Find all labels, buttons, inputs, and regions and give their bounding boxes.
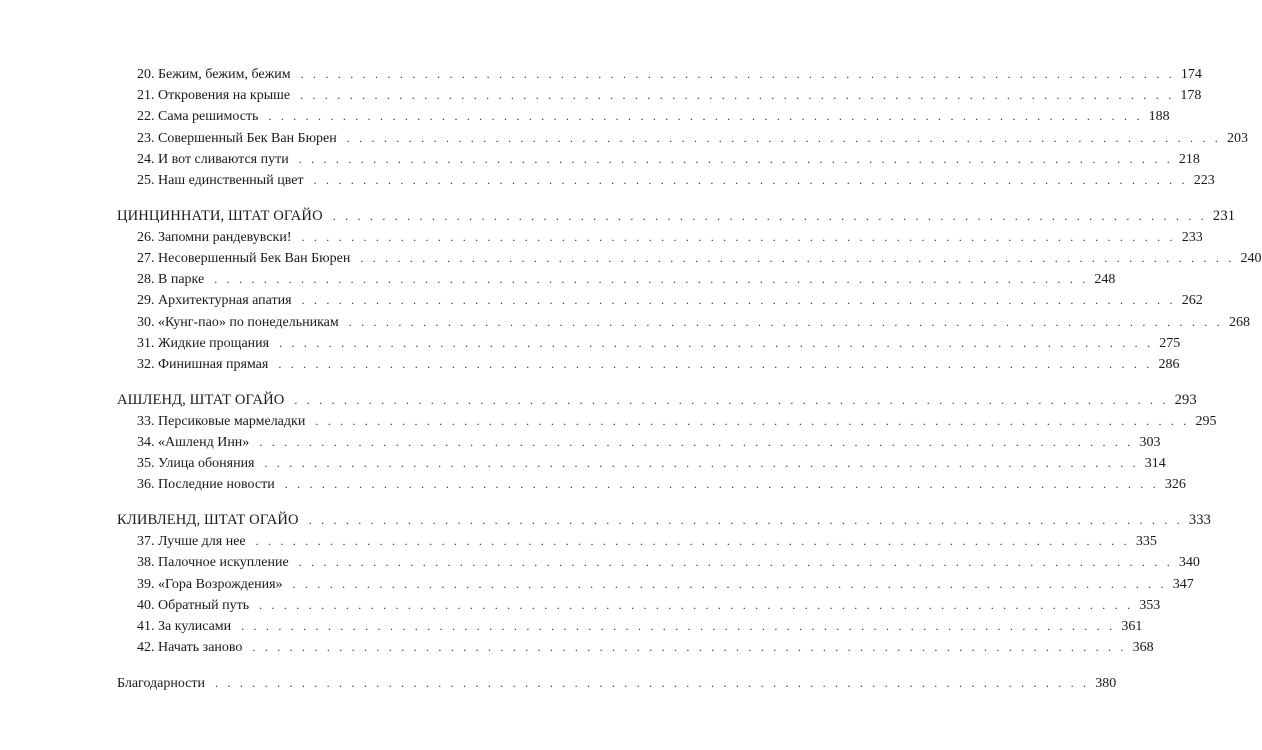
dot-leader: . . . . . . . . . . . . . . . . . . . . . . . . . . . . . . . . . . . . . . . . . . . . . . . . . . . . . . . . . . . . . . . . . . . . . . . [313,172,1188,187]
page-number: 353 [1139,597,1161,613]
dot-leader: . . . . . . . . . . . . . . . . . . . . . . . . . . . . . . . . . . . . . . . . . . . . . . . . . . . . . . . . . . . . . . . . . . . . . . . [259,435,1134,449]
toc-entry [117,333,1181,354]
page-number: 380 [1095,675,1117,691]
toc-entry [117,354,1180,375]
page-number: 233 [1181,229,1203,245]
chapter-title: 41. За кулисами [137,619,232,634]
section-title: Благодарности [117,675,206,691]
chapter-title: 22. Сама решимость [137,109,259,125]
toc-section-2 [117,390,1197,411]
page-number: 314 [1144,456,1166,472]
page-number: 340 [1178,555,1200,571]
group-spacer [117,375,486,390]
toc-entry [117,170,1215,191]
chapter-title: 21. Откровения на крыше [137,88,291,104]
dot-leader: . . . . . . . . . . . . . . . . . . . . . . . . . . . . . . . . . . . . . . . . . . . . . . . . . . . . . . . . . . . . . . . . . . . . . . . [252,640,1127,655]
toc-entry [117,432,1161,453]
dot-leader: . . . . . . . . . . . . . . . . . . . . . . . . . . . . . . . . . . . . . . . . . . . . . . . . . . . . . . . . . . . . . . . . . . . . . . . [241,619,1116,633]
dot-leader: . . . . . . . . . . . . . . . . . . . . . . . . . . . . . . . . . . . . . . . . . . . . . . . . . . . . . . . . . . . . . . . . . . . . . . . [284,477,1159,492]
chapter-title: 34. «Ашленд Инн» [137,435,250,450]
toc-entry [117,64,1202,85]
dot-leader: . . . . . . . . . . . . . . . . . . . . . . . . . . . . . . . . . . . . . . . . . . . . . . . . . . . . . . . . . . . . . . . . . . . . . . . [308,513,1183,528]
chapter-title: 31. Жидкие прощания [137,335,270,351]
dot-leader: . . . . . . . . . . . . . . . . . . . . . . . . . . . . . . . . . . . . . . . . . . . . . . . . . . . . . . . . . . . . . . . . . . . . . . . [259,597,1134,612]
page-number: 188 [1148,109,1170,125]
dot-leader: . . . . . . . . . . . . . . . . . . . . . . . . . . . . . . . . . . . . . . . . . . . . . . . . . . . . . . . . . . . . . . . . . . . . . . . [332,208,1207,223]
chapter-title: 36. Последние новости [137,477,275,493]
page-number: 248 [1094,272,1116,288]
chapter-title: 29. Архитектурная апатия [137,293,292,309]
toc-entry [117,531,1157,552]
page-number: 303 [1139,435,1161,450]
chapter-title: 35. Улица обоняния [137,456,255,472]
page-number: 333 [1188,512,1212,529]
dot-leader: . . . . . . . . . . . . . . . . . . . . . . . . . . . . . . . . . . . . . . . . . . . . . . . . . . . . . . . . . . . . . . . . . . . . . . . [279,335,1154,350]
page-number: 275 [1159,335,1181,351]
chapter-title: 30. «Кунг-пао» по понедельникам [137,314,339,330]
toc-entry [117,453,1166,474]
toc-entry [117,290,1203,311]
dot-leader: . . . . . . . . . . . . . . . . . . . . . . . . . . . . . . . . . . . . . . . . . . . . . . . . . . . . . . . . . . . . . . . . . . . . . . . [292,576,1167,591]
dot-leader: . . . . . . . . . . . . . . . . . . . . . . . . . . . . . . . . . . . . . . . . . . . . . . . . . . . . . . . . . . . . . . . . . . . . . . . [300,88,1175,103]
table-of-contents [117,64,1262,694]
toc-entry [117,128,1248,149]
group-spacer [117,658,486,673]
dot-leader: . . . . . . . . . . . . . . . . . . . . . . . . . . . . . . . . . . . . . . . . . . . . . . . . . . . . . . . . . . . . . . . . . . . . . . . [278,356,1153,371]
dot-leader: . . . . . . . . . . . . . . . . . . . . . . . . . . . . . . . . . . . . . . . . . . . . . . . . . . . . . . . . . . . . . . . . . . . . . . . [301,229,1176,244]
chapter-title: 28. В парке [137,272,205,288]
page-number: 295 [1195,413,1217,429]
chapter-title: 24. И вот сливаются пути [137,151,289,167]
dot-leader: . . . . . . . . . . . . . . . . . . . . . . . . . . . . . . . . . . . . . . . . . . . . . . . . . . . . . . . . . . . . . . . . . . . . . . . [300,67,1175,81]
toc-entry [117,474,1186,495]
chapter-title: 38. Палочное искупление [137,555,289,571]
dot-leader: . . . . . . . . . . . . . . . . . . . . . . . . . . . . . . . . . . . . . . . . . . . . . . . . . . . . . . . . . . . . . . . . . . . . . . . [315,413,1190,428]
toc-entry [117,85,1202,106]
section-title: АШЛЕНД, ШТАТ ОГАЙО [117,391,285,408]
chapter-title: 20. Бежим, бежим, бежим [137,67,291,82]
dot-leader: . . . . . . . . . . . . . . . . . . . . . . . . . . . . . . . . . . . . . . . . . . . . . . . . . . . . . . . . . . . . . . . . . . . . . . . [214,272,1089,287]
toc-entry [117,616,1143,637]
chapter-title: 33. Персиковые мармеладки [137,413,306,429]
page-number: 262 [1181,293,1203,309]
chapter-title: 37. Лучше для нее [137,534,246,550]
section-title: КЛИВЛЕНД, ШТАТ ОГАЙО [117,512,299,529]
page-number: 347 [1172,576,1194,592]
page-number: 231 [1212,207,1236,224]
dot-leader: . . . . . . . . . . . . . . . . . . . . . . . . . . . . . . . . . . . . . . . . . . . . . . . . . . . . . . . . . . . . . . . . . . . . . . . [348,314,1223,329]
toc-entry [117,312,1250,333]
dot-leader: . . . . . . . . . . . . . . . . . . . . . . . . . . . . . . . . . . . . . . . . . . . . . . . . . . . . . . . . . . . . . . . . . . . . . . . [346,130,1221,145]
toc-section-1 [117,206,1236,227]
page-number: 240 [1240,251,1262,266]
chapter-title: 32. Финишная прямая [137,356,269,372]
dot-leader: . . . . . . . . . . . . . . . . . . . . . . . . . . . . . . . . . . . . . . . . . . . . . . . . . . . . . . . . . . . . . . . . . . . . . . . [360,251,1235,265]
toc-entry [117,269,1116,290]
chapter-title: 27. Несовершенный Бек Ван Бюрен [137,251,351,266]
toc-entry [117,552,1200,573]
chapter-title: 25. Наш единственный цвет [137,172,304,188]
toc-section-4 [117,673,1117,694]
toc-entry [117,106,1170,127]
dot-leader: . . . . . . . . . . . . . . . . . . . . . . . . . . . . . . . . . . . . . . . . . . . . . . . . . . . . . . . . . . . . . . . . . . . . . . . [301,293,1176,308]
dot-leader: . . . . . . . . . . . . . . . . . . . . . . . . . . . . . . . . . . . . . . . . . . . . . . . . . . . . . . . . . . . . . . . . . . . . . . . [255,534,1130,549]
dot-leader: . . . . . . . . . . . . . . . . . . . . . . . . . . . . . . . . . . . . . . . . . . . . . . . . . . . . . . . . . . . . . . . . . . . . . . . [298,555,1173,570]
group-spacer [117,496,486,511]
page-number: 361 [1121,619,1143,634]
dot-leader: . . . . . . . . . . . . . . . . . . . . . . . . . . . . . . . . . . . . . . . . . . . . . . . . . . . . . . . . . . . . . . . . . . . . . . . [298,151,1173,166]
dot-leader: . . . . . . . . . . . . . . . . . . . . . . . . . . . . . . . . . . . . . . . . . . . . . . . . . . . . . . . . . . . . . . . . . . . . . . . [264,456,1139,471]
toc-entry [117,595,1161,616]
page-number: 293 [1174,391,1197,408]
page-number: 335 [1135,534,1157,550]
page-number: 218 [1178,151,1200,167]
page-number: 223 [1193,172,1215,188]
page-number: 268 [1228,314,1250,330]
toc-section-3 [117,510,1212,531]
toc-entry [117,637,1154,658]
toc-entry [117,149,1200,170]
toc-entry [117,411,1217,432]
page-number: 368 [1132,640,1154,656]
chapter-title: 40. Обратный путь [137,597,250,613]
page-number: 326 [1164,477,1186,493]
dot-leader: . . . . . . . . . . . . . . . . . . . . . . . . . . . . . . . . . . . . . . . . . . . . . . . . . . . . . . . . . . . . . . . . . . . . . . . [294,392,1169,407]
chapter-title: 23. Совершенный Бек Ван Бюрен [137,130,337,146]
page-number: 203 [1226,130,1248,146]
chapter-title: 26. Запомни рандевувски! [137,229,292,245]
dot-leader: . . . . . . . . . . . . . . . . . . . . . . . . . . . . . . . . . . . . . . . . . . . . . . . . . . . . . . . . . . . . . . . . . . . . . . . [215,675,1090,690]
section-title: ЦИНЦИННАТИ, ШТАТ ОГАЙО [117,207,323,224]
toc-entry [117,574,1194,595]
page-number: 286 [1158,356,1180,372]
toc-entry [117,248,1262,269]
chapter-title: 39. «Гора Возрождения» [137,576,283,592]
toc-entry [117,227,1203,248]
page-number: 178 [1180,88,1202,104]
page-number: 174 [1180,67,1202,82]
chapter-title: 42. Начать заново [137,640,243,656]
group-spacer [117,191,486,206]
dot-leader: . . . . . . . . . . . . . . . . . . . . . . . . . . . . . . . . . . . . . . . . . . . . . . . . . . . . . . . . . . . . . . . . . . . . . . . [268,109,1143,124]
